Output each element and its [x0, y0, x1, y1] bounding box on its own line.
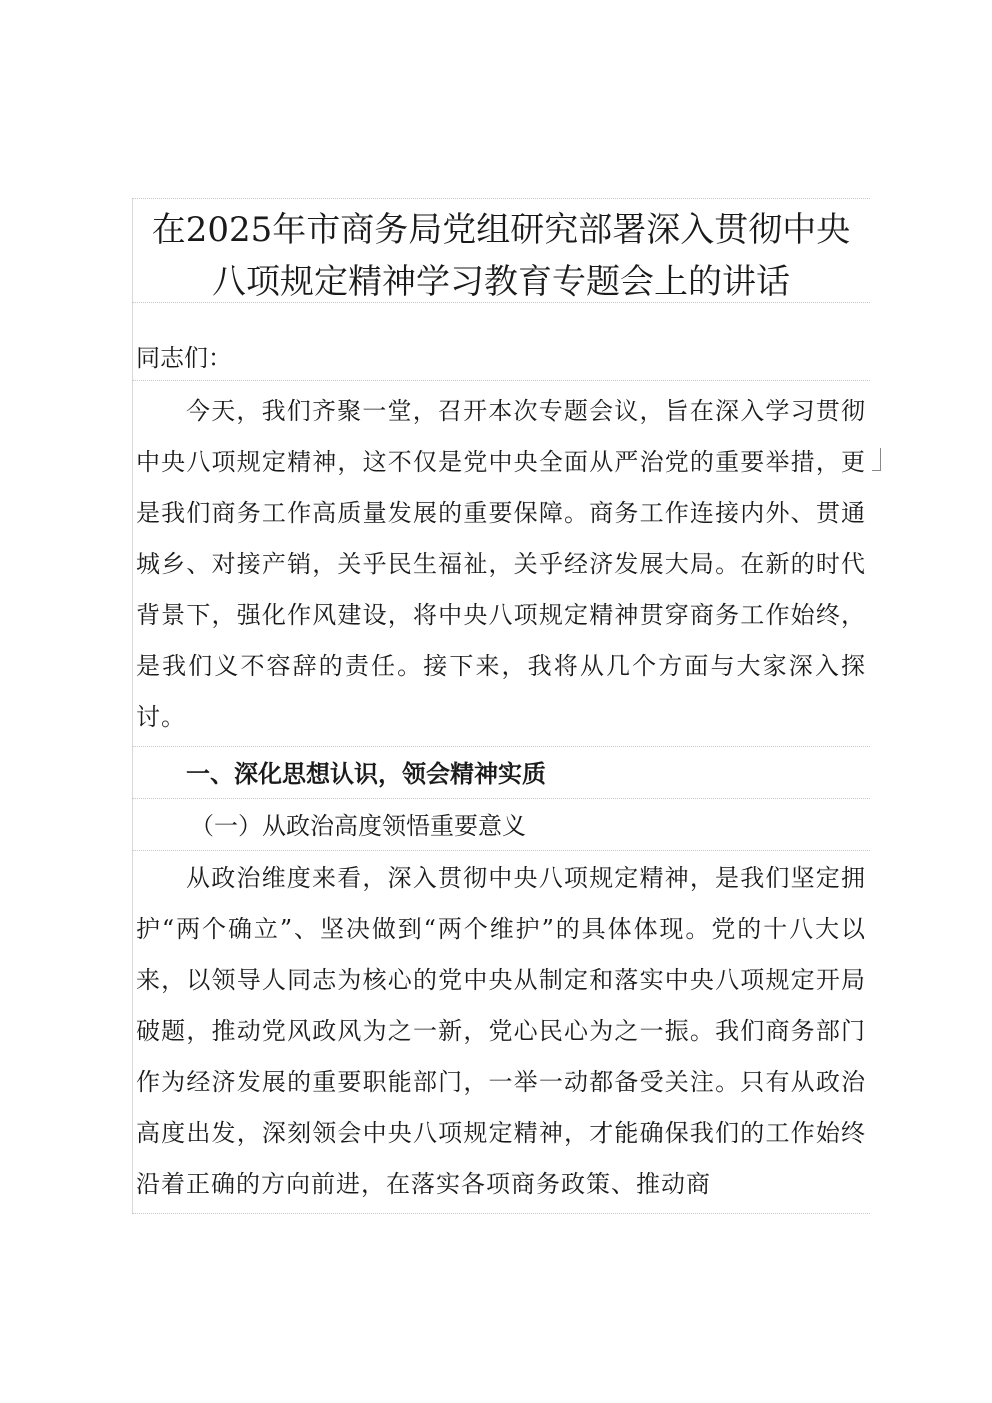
subsection-heading: （一）从政治高度领悟重要意义 [190, 812, 526, 840]
subsection-paragraph: 从政治维度来看，深入贯彻中央八项规定精神，是我们坚定拥护“两个确立”、坚决做到“两个维护”的具体体现。党的十八大以来，以领导人同志为核心的党中央从制定和落实中央八项规定开局破题，推动党风政风为之一新，党心民心为之一振。我们商务部门作为经济发展的重要职能部门，一举一动都备受关注。只有从政治高度出发，深刻领会中央八项规定精神，才能确保我们的工作始终沿着正确的方向前进，在落实各项商务政策、推动商 [136, 864, 866, 1198]
divider [132, 1213, 870, 1214]
divider [132, 798, 870, 799]
divider [132, 850, 870, 851]
document-title-line-1: 在2025年市商务局党组研究部署深入贯彻中央 [151, 210, 851, 250]
divider [132, 746, 870, 747]
greeting: 同志们： [136, 344, 232, 372]
divider [132, 198, 870, 199]
intro-paragraph: 今天，我们齐聚一堂，召开本次专题会议，旨在深入学习贯彻中央八项规定精神，这不仅是党中央全面从严治党的重要举措，更是我们商务工作高质量发展的重要保障。商务工作连接内外、贯通城乡、对接产销，关乎民生福祉，关乎经济发展大局。在新的时代背景下，强化作风建设，将中央八项规定精神贯穿商务工作始终，是我们义不容辞的责任。接下来，我将从几个方面与大家深入探讨。 [136, 397, 866, 731]
divider [132, 380, 870, 381]
divider [132, 302, 870, 303]
document-title-line-2: 八项规定精神学习教育专题会上的讲话 [212, 262, 790, 302]
margin-mark [872, 448, 881, 471]
section-heading: 一、深化思想认识，领会精神实质 [186, 760, 546, 788]
